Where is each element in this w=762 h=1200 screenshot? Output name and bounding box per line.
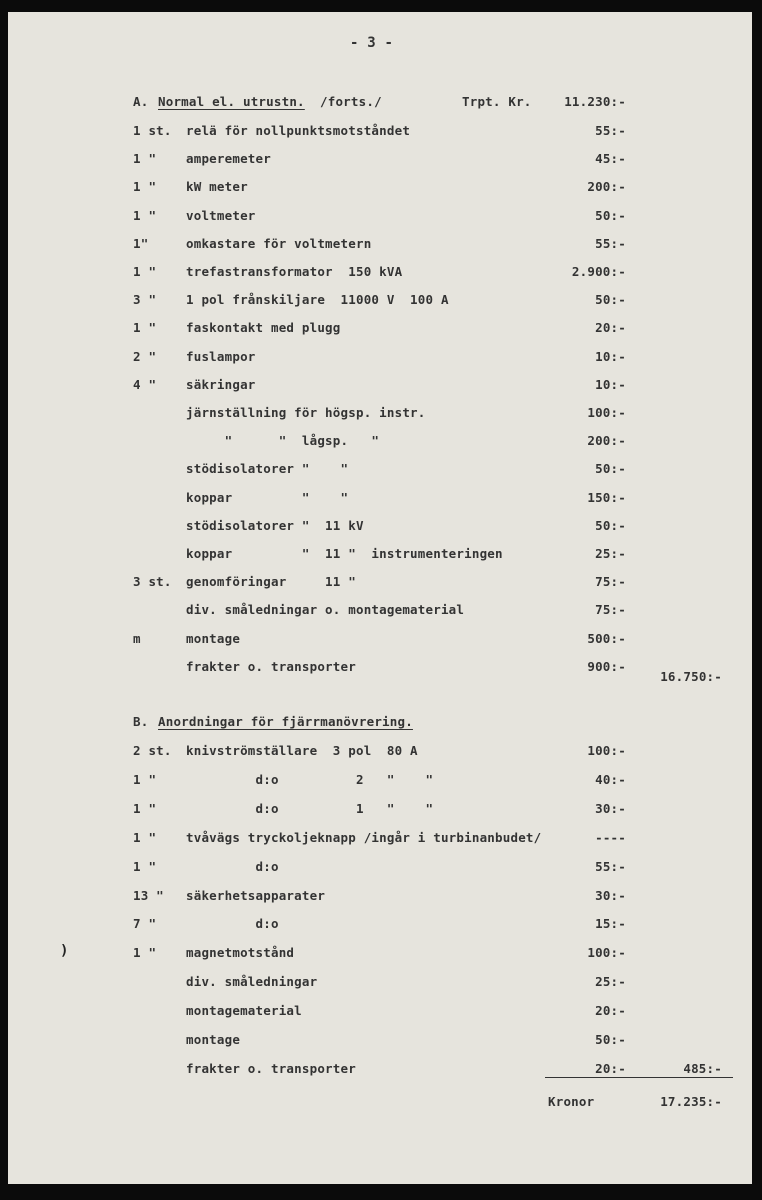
item-amount: 200:- [587, 433, 626, 449]
item-amount: ---- [595, 829, 626, 845]
item-description: magnetmotstånd [186, 945, 295, 961]
item-amount: 500:- [587, 630, 626, 646]
item-qty: 1 " [133, 829, 157, 845]
item-qty: 1 " [133, 207, 157, 223]
item-qty: 4 " [133, 376, 157, 392]
item-qty: 2 st. [133, 743, 172, 758]
item-description: kW meter [186, 179, 248, 195]
item-description: d:o [186, 858, 279, 874]
item-qty: 2 " [133, 348, 157, 364]
section-a-title: Normal el. utrustn. [158, 94, 305, 109]
item-description: frakter o. transporter [186, 658, 356, 674]
item-qty: 1 " [133, 858, 157, 874]
item-amount: 75:- [595, 574, 626, 590]
item-qty: 1 " [133, 771, 157, 787]
item-description: d:o 2 " " [186, 771, 434, 787]
item-description: faskontakt med plugg [186, 320, 341, 336]
grand-total-amount: 17.235:- [660, 1094, 722, 1109]
item-description: knivströmställare 3 pol 80 A [186, 743, 418, 758]
item-amount: 100:- [587, 945, 626, 961]
item-description: frakter o. transporter [186, 1060, 356, 1076]
item-qty: 1 " [133, 800, 157, 816]
item-amount: 55:- [595, 235, 626, 251]
item-description: trefastransformator 150 kVA [186, 264, 403, 279]
item-description: säkringar [186, 376, 256, 392]
item-amount: 75:- [595, 602, 626, 618]
item-description: montage [186, 630, 241, 646]
item-description: säkerhetsapparater [186, 887, 326, 903]
item-description: " " lågsp. " [186, 433, 380, 449]
item-amount: 150:- [587, 489, 626, 505]
item-amount: 55:- [595, 858, 626, 874]
item-amount: 10:- [595, 376, 626, 392]
total-rule [545, 1077, 733, 1078]
item-amount: 100:- [587, 743, 626, 758]
section-a-title-suffix: /forts./ [320, 94, 382, 109]
item-description: div. småledningar o. montagematerial [186, 602, 465, 618]
item-description: genomföringar 11 " [186, 574, 356, 590]
item-qty: 1 " [133, 320, 157, 336]
page-number: - 3 - [350, 35, 394, 51]
item-amount: 25:- [595, 546, 626, 561]
item-description: fuslampor [186, 348, 256, 364]
item-amount: 900:- [587, 658, 626, 674]
item-qty: 13 " [133, 887, 164, 903]
item-description: d:o 1 " " [186, 800, 434, 816]
section-b-total: 485:- [683, 1061, 722, 1076]
item-qty: 1 " [133, 151, 157, 167]
section-b-label: B. [133, 714, 149, 729]
item-qty: 1 " [133, 179, 157, 195]
item-amount: 10:- [595, 348, 626, 364]
item-amount: 50:- [595, 207, 626, 223]
item-amount: 100:- [587, 405, 626, 420]
item-qty: 3 " [133, 292, 157, 308]
item-description: koppar " " [186, 489, 349, 505]
item-amount: 20:- [595, 1003, 626, 1019]
item-description: amperemeter [186, 151, 271, 167]
item-description: stödisolatorer " " [186, 461, 349, 477]
item-amount: 45:- [595, 151, 626, 167]
margin-mark: ) [60, 943, 69, 959]
grand-total-label: Kronor [548, 1094, 595, 1109]
item-description: tvåvägs tryckoljeknapp /ingår i turbinanbudet/ [186, 829, 542, 845]
item-qty: 1 " [133, 945, 157, 961]
item-qty: 1" [133, 235, 149, 251]
item-amount: 15:- [595, 916, 626, 932]
item-amount: 40:- [595, 771, 626, 787]
item-description: montage [186, 1032, 241, 1047]
item-description: stödisolatorer " 11 kV [186, 517, 364, 533]
item-amount: 30:- [595, 800, 626, 816]
item-amount: 25:- [595, 974, 626, 990]
item-qty: 1 st. [133, 123, 172, 138]
item-description: omkastare för voltmetern [186, 235, 372, 251]
item-amount: 30:- [595, 887, 626, 903]
section-a-label: A. [133, 94, 149, 109]
item-qty: 7 " [133, 916, 157, 932]
item-amount: 20:- [595, 320, 626, 336]
item-description: koppar " 11 " instrumenteringen [186, 546, 503, 561]
item-qty: 3 st. [133, 574, 172, 590]
item-amount: 50:- [595, 517, 626, 533]
item-amount: 55:- [595, 123, 626, 138]
section-a-total: 16.750:- [660, 669, 722, 684]
item-amount: 2.900:- [571, 264, 626, 279]
carry-over-label: Trpt. Kr. [462, 94, 532, 109]
item-description: div. småledningar [186, 974, 318, 990]
item-description: järnställning för högsp. instr. [186, 405, 426, 420]
item-description: voltmeter [186, 207, 256, 223]
section-b-title: Anordningar för fjärrmanövrering. [158, 714, 413, 729]
item-amount: 20:- [595, 1060, 626, 1076]
item-description: d:o [186, 916, 279, 932]
item-description: montagematerial [186, 1003, 302, 1019]
carry-over-amount: 11.230:- [564, 94, 626, 109]
document-page [8, 12, 752, 1184]
item-amount: 50:- [595, 461, 626, 477]
item-description: 1 pol frånskiljare 11000 V 100 A [186, 292, 449, 308]
item-qty: m [133, 630, 141, 646]
item-amount: 50:- [595, 292, 626, 308]
item-description: relä för nollpunktsmotståndet [186, 123, 411, 138]
item-amount: 50:- [595, 1032, 626, 1047]
item-amount: 200:- [587, 179, 626, 195]
item-qty: 1 " [133, 264, 157, 279]
